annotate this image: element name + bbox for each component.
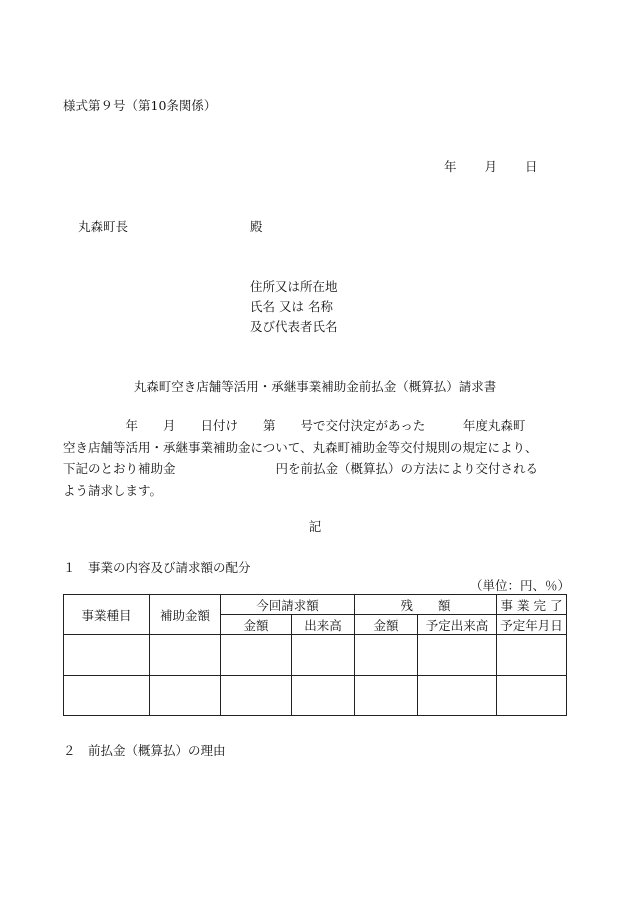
- header-subsidy-amount: 補助金額: [150, 595, 221, 635]
- allocation-table: [63, 594, 567, 716]
- table-row: [64, 676, 567, 716]
- request-body: [63, 415, 573, 501]
- date-month: 月: [484, 159, 498, 174]
- cell-current-amount[interactable]: [221, 635, 292, 676]
- cell-subsidy-amount[interactable]: [150, 676, 221, 716]
- cell-remaining-amount[interactable]: [355, 676, 418, 716]
- body-line-2: 空き店舗等活用・承継事業補助金について、丸森町補助金等交付規則の規定により、: [63, 439, 538, 455]
- body-line-1: 年 月 日付け 第 号で交付決定があった 年度丸森町: [63, 418, 526, 433]
- subheader-amount-remaining: 金額: [355, 615, 418, 635]
- applicant-block: [250, 277, 338, 337]
- body-line-3: 下記のとおり補助金 円を前払金（概算払）の方法により交付される: [63, 461, 539, 476]
- form-number: 様式第９号（第10条関係）: [63, 98, 217, 113]
- subheader-planned-progress: 予定出来高: [418, 615, 497, 635]
- cell-current-amount[interactable]: [221, 676, 292, 716]
- date-year: 年: [444, 159, 457, 174]
- header-completion-bottom: 予定年月日: [497, 615, 567, 635]
- cell-remaining-amount[interactable]: [355, 635, 418, 676]
- cell-planned-progress[interactable]: [418, 676, 497, 716]
- representative-label: 及び代表者氏名: [250, 319, 338, 334]
- section-1-heading: １ 事業の内容及び請求額の配分: [63, 560, 251, 575]
- cell-completion-date[interactable]: [497, 676, 567, 716]
- honorific: 殿: [250, 219, 263, 234]
- ki-marker: 記: [308, 519, 322, 534]
- table-row: [64, 635, 567, 676]
- address-label: 住所又は所在地: [250, 279, 338, 294]
- name-label: 氏名 又は 名称: [250, 299, 333, 314]
- body-line-4: よう請求します。: [63, 482, 163, 498]
- cell-project-type[interactable]: [64, 676, 150, 716]
- header-project-type: 事業種目: [64, 595, 150, 635]
- cell-current-progress[interactable]: [292, 635, 355, 676]
- header-completion-top: 事 業 完 了: [497, 595, 567, 615]
- header-remaining: 残 額: [355, 595, 497, 615]
- header-current-request: 今回請求額: [221, 595, 355, 615]
- subheader-progress: 出来高: [292, 615, 355, 635]
- addressee: 丸森町長: [78, 219, 129, 234]
- cell-planned-progress[interactable]: [418, 635, 497, 676]
- cell-project-type[interactable]: [64, 635, 150, 676]
- cell-current-progress[interactable]: [292, 676, 355, 716]
- subheader-amount: 金額: [221, 615, 292, 635]
- date-day: 日: [525, 159, 538, 174]
- cell-subsidy-amount[interactable]: [150, 635, 221, 676]
- document-title: 丸森町空き店舗等活用・承継事業補助金前払金（概算払）請求書: [133, 379, 497, 394]
- date-line: [444, 157, 538, 175]
- section-2-heading: ２ 前払金（概算払）の理由: [63, 743, 226, 758]
- cell-completion-date[interactable]: [497, 635, 567, 676]
- unit-note: （単位：円、％）: [470, 578, 571, 593]
